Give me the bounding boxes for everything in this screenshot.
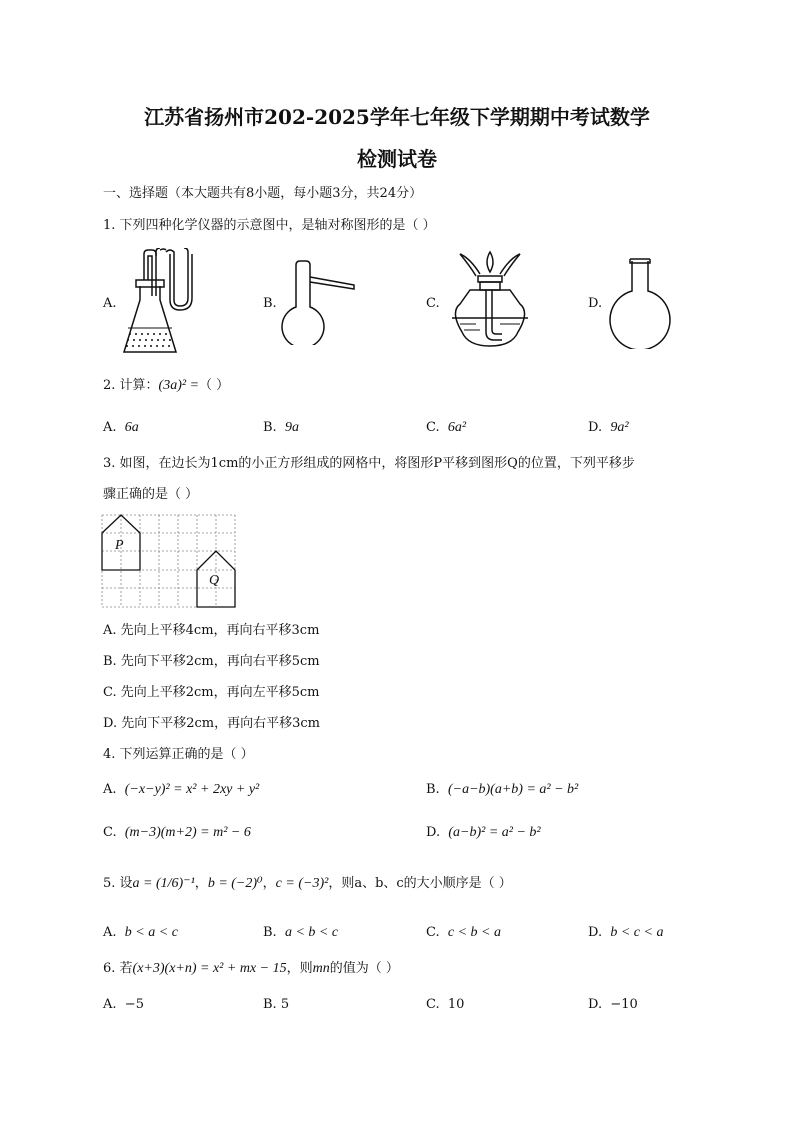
q2-stem — [103, 378, 229, 394]
q5-option-a — [103, 925, 178, 941]
q2-stem-prefix: 2. 计算： — [103, 378, 159, 393]
q6-option-d-label: D. — [588, 997, 603, 1012]
q4-option-c — [103, 825, 251, 841]
q5-option-d-label: D. — [588, 925, 603, 940]
q6-stem — [103, 961, 399, 977]
q6-option-b-label: B. — [263, 997, 277, 1012]
conical-flask-icon — [118, 248, 198, 358]
q6-option-c — [426, 997, 464, 1013]
q1-stem: 1. 下列四种化学仪器的示意图中，是轴对称图形的是（ ） — [103, 218, 436, 233]
q6-option-c-label: C. — [426, 997, 440, 1012]
label-q: Q — [209, 573, 220, 588]
q2-option-c-value: 6a² — [447, 420, 467, 435]
q5-option-c-label: C. — [426, 925, 440, 940]
label-p: P — [115, 538, 124, 553]
q6-option-a-label: A. — [103, 997, 117, 1012]
q5-stem-suffix: ，则a、b、c的大小顺序是（ ） — [328, 876, 512, 891]
q5-option-c — [426, 925, 501, 941]
q5-option-a-label: A. — [103, 925, 117, 940]
q2-option-a — [103, 420, 139, 436]
q4-option-b-value: (−a−b)(a+b) = a² − b² — [447, 782, 579, 797]
q2-option-a-label: A. — [103, 420, 117, 435]
flask-with-side-arm-icon — [278, 255, 358, 345]
q3-option-a: A. 先向上平移4cm，再向右平移3cm — [103, 623, 320, 638]
q4-option-b — [426, 782, 578, 798]
translation-grid-figure — [100, 513, 240, 609]
q6-option-d-value: −10 — [610, 997, 638, 1012]
q4-option-c-value: (m−3)(m+2) = m² − 6 — [124, 825, 251, 840]
q4-option-b-label: B. — [426, 782, 440, 797]
q4-option-a — [103, 782, 259, 798]
q3-option-b: B. 先向下平移2cm，再向右平移5cm — [103, 654, 320, 669]
q6-option-a — [103, 997, 144, 1013]
q6-option-c-value: 10 — [447, 997, 465, 1012]
q4-option-d — [426, 825, 541, 841]
q4-option-c-label: C. — [103, 825, 117, 840]
q2-stem-suffix: （ ） — [199, 378, 230, 393]
q3-option-c: C. 先向上平移2cm，再向左平移5cm — [103, 685, 320, 700]
q4-option-a-value: (−x−y)² = x² + 2xy + y² — [124, 782, 260, 797]
q1-option-b-label: B. — [263, 296, 277, 311]
q5-option-b — [263, 925, 338, 941]
q4-option-d-label: D. — [426, 825, 441, 840]
q5-option-d — [588, 925, 663, 941]
q3-option-d: D. 先向下平移2cm，再向右平移3cm — [103, 716, 320, 731]
alcohol-lamp-icon — [440, 248, 540, 356]
q2-option-d-value: 9a² — [610, 420, 629, 435]
q5-option-b-label: B. — [263, 925, 277, 940]
q4-option-a-label: A. — [103, 782, 117, 797]
q3-stem-line2: 骤正确的是（ ） — [103, 487, 199, 502]
q2-option-d — [588, 420, 629, 436]
round-bottom-flask-icon — [605, 255, 675, 349]
q5-expr-c: c = (−3)² — [275, 876, 329, 891]
q6-stem-suffix: 的值为（ ） — [329, 961, 399, 976]
q4-option-d-value: (a−b)² = a² − b² — [448, 825, 541, 840]
section-heading: 一、选择题（本大题共有8小题，每小题3分，共24分） — [103, 186, 423, 201]
q6-option-d — [588, 997, 638, 1013]
q6-option-b-value: 5 — [280, 997, 290, 1012]
q2-option-b-label: B. — [263, 420, 277, 435]
q2-expression: (3a)² = — [158, 378, 200, 393]
page-subtitle: 检测试卷 — [357, 147, 437, 171]
q1-option-a-label: A. — [103, 296, 117, 311]
q2-option-b-value: 9a — [284, 420, 299, 435]
q6-stem-prefix: 6. 若 — [103, 961, 133, 976]
q5-expr-b: b = (−2)⁰ — [207, 876, 263, 891]
q5-stem: 5. 设a = (1/6)⁻¹，b = (−2)⁰，c = (−3)²，则a、b、c的大小顺序是（ ） — [103, 876, 512, 891]
q2-option-a-value: 6a — [124, 420, 139, 435]
page-title: 江苏省扬州市202-2025学年七年级下学期期中考试数学 — [144, 105, 650, 129]
q6-var: mn — [312, 961, 330, 976]
q6-expression: (x+3)(x+n) = x² + mx − 15 — [132, 961, 287, 976]
q1-option-d-label: D. — [588, 296, 603, 311]
q4-stem: 4. 下列运算正确的是（ ） — [103, 747, 254, 762]
q2-option-b — [263, 420, 299, 436]
q5-stem-prefix: 5. 设 — [103, 876, 133, 891]
q2-option-c — [426, 420, 466, 436]
q6-stem-mid: ，则 — [286, 961, 313, 976]
q5-option-c-value: c < b < a — [447, 925, 501, 940]
q2-option-d-label: D. — [588, 420, 603, 435]
q1-option-c-label: C. — [426, 296, 440, 311]
q5-option-d-value: b < c < a — [610, 925, 664, 940]
q3-stem-line1: 3. 如图，在边长为1cm的小正方形组成的网格中，将图形P平移到图形Q的位置，下列平移步 — [103, 456, 635, 471]
q2-option-c-label: C. — [426, 420, 440, 435]
q5-option-a-value: b < a < c — [124, 925, 178, 940]
q5-option-b-value: a < b < c — [284, 925, 339, 940]
q6-option-a-value: −5 — [124, 997, 144, 1012]
q6-option-b — [263, 997, 289, 1013]
q5-expr-a: a = (1/6)⁻¹ — [132, 876, 195, 891]
